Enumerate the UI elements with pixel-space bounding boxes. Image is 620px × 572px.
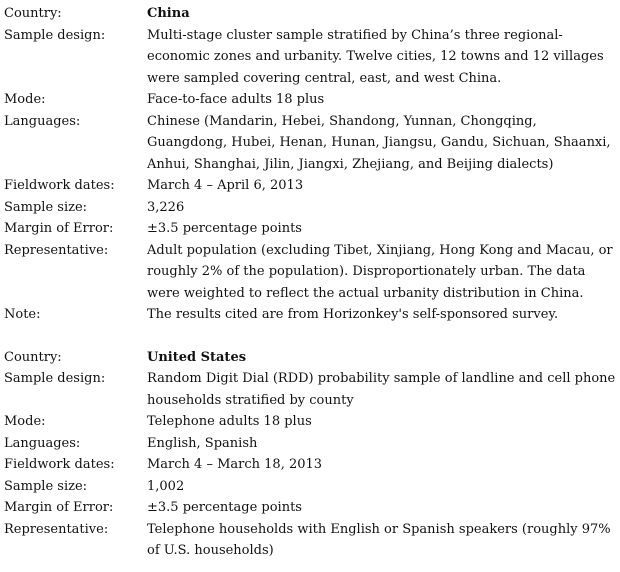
field-label: Fieldwork dates: (4, 457, 115, 472)
country-name: United States (147, 349, 247, 365)
row-mode (0, 89, 620, 111)
row-representative (0, 240, 620, 305)
field-value: ±3.5 percentage points (147, 221, 302, 236)
field-label: Margin of Error: (4, 500, 114, 515)
row-sample-design (0, 368, 620, 411)
field-value: Random Digit Dial (RDD) probability sample of landline and cell phone households stratified by county (147, 371, 616, 408)
field-label: Representative: (4, 521, 109, 537)
field-value: Multi-stage cluster sample stratified by China’s three regional-economic zones and urbanity. Twelve cities, 12 towns and 12 villages were sampled covering central, east, and west China. (147, 27, 604, 86)
section-china (0, 3, 620, 326)
row-representative (0, 519, 620, 562)
field-label: Margin of Error: (4, 221, 114, 236)
field-label: Sample size: (4, 478, 88, 494)
row-mode (0, 411, 620, 433)
row-margin-of-error (0, 218, 620, 240)
field-label: Mode: (4, 92, 46, 107)
row-fieldwork-dates (0, 175, 620, 197)
field-value: Adult population (excluding Tibet, Xinjiang, Hong Kong and Macau, or roughly 2% of the population). Disproportionately urban. The data were weighted to reflect the actual urbanity distribution in China. (147, 242, 613, 301)
field-label: Sample design: (4, 371, 106, 386)
field-label: Sample design: (4, 27, 106, 43)
field-label: Mode: (4, 414, 46, 429)
field-value: ±3.5 percentage points (147, 500, 302, 515)
row-sample-size (0, 197, 620, 219)
country-name: China (147, 6, 190, 21)
field-value: Telephone adults 18 plus (147, 414, 312, 429)
row-languages (0, 433, 620, 455)
field-value: 1,002 (147, 478, 185, 494)
field-label: Languages: (4, 435, 81, 451)
field-value: 3,226 (147, 199, 185, 215)
field-label: Sample size: (4, 199, 88, 215)
field-value: Face-to-face adults 18 plus (147, 92, 325, 107)
row-languages (0, 111, 620, 176)
field-label: Note: (4, 307, 41, 322)
row-margin-of-error (0, 497, 620, 519)
field-value: March 4 – March 18, 2013 (147, 457, 323, 472)
row-country (0, 347, 620, 369)
row-note (0, 304, 620, 326)
field-label: Fieldwork dates: (4, 178, 115, 193)
row-sample-size (0, 476, 620, 498)
field-label: Country: (4, 6, 62, 21)
field-value: Chinese (Mandarin, Hebei, Shandong, Yunnan, Chongqing, Guangdong, Hubei, Henan, Hunan, Jiangsu, Gandu, Sichuan, Shaanxi, Anhui, Shanghai, Jilin, Jiangxi, Zhejiang, and Beijing dialects) (147, 113, 611, 172)
field-label: Languages: (4, 113, 81, 129)
field-label: Country: (4, 349, 62, 365)
row-country (0, 3, 620, 25)
field-value: English, Spanish (147, 435, 258, 451)
row-fieldwork-dates (0, 454, 620, 476)
field-value: The results cited are from Horizonkey's self-sponsored survey. (147, 307, 559, 322)
field-value: Telephone households with English or Spanish speakers (roughly 97% of U.S. households) (147, 521, 611, 558)
field-label: Representative: (4, 242, 109, 258)
section-united-states (0, 347, 620, 562)
row-sample-design (0, 25, 620, 90)
field-value: March 4 – April 6, 2013 (147, 178, 304, 193)
